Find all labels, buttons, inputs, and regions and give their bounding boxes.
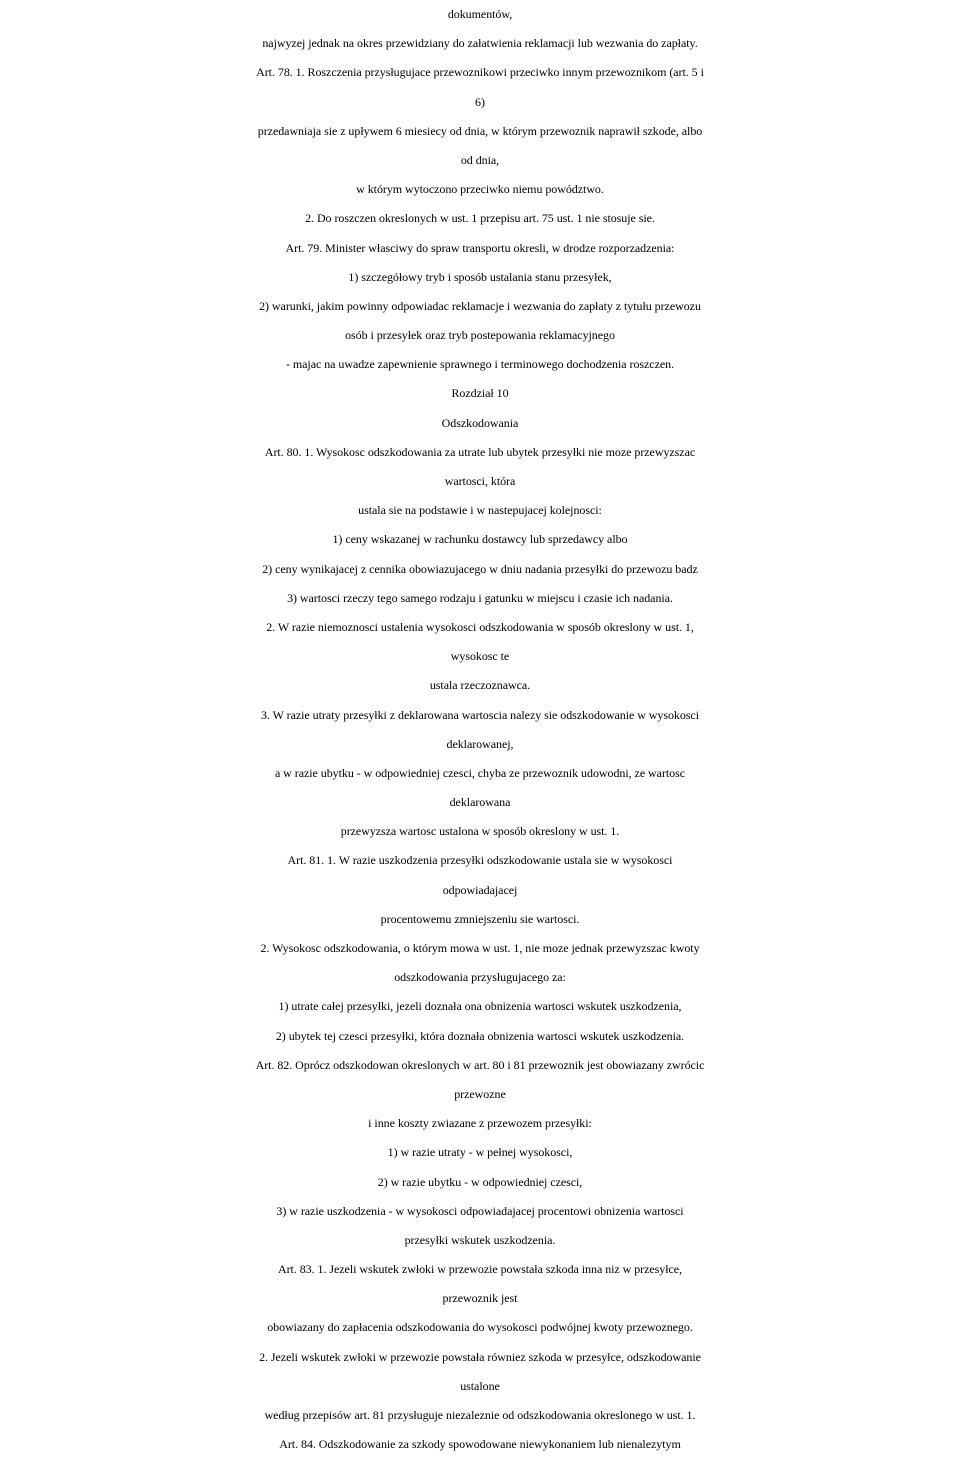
- text-line: odpowiadajacej: [442, 882, 518, 897]
- text-line: ustala sie na podstawie i w nastepujacej kolejnosci:: [358, 503, 602, 518]
- text-line: osób i przesyłek oraz tryb postepowania reklamacyjnego: [345, 328, 615, 343]
- chapter-number: Rozdział 10: [451, 386, 509, 401]
- text-line: 2) ceny wynikajacej z cennika obowiazujacego w dniu nadania przesyłki do przewozu badz: [262, 561, 698, 576]
- text-line: przewyzsza wartosc ustalona w sposób okreslony w ust. 1.: [340, 824, 620, 839]
- article-78-heading: Art. 78. 1. Roszczenia przysługujace przewoznikowi przeciwko innym przewoznikom (art. 5 i: [256, 65, 704, 80]
- article-83-heading: Art. 83. 1. Jezeli wskutek zwłoki w przewozie powstała szkoda inna niz w przesyłce,: [277, 1262, 683, 1277]
- text-line: 1) w razie utraty - w pełnej wysokosci,: [387, 1145, 573, 1160]
- text-line: 1) utrate całej przesyłki, jezeli doznała ona obnizenia wartosci wskutek uszkodzenia,: [278, 999, 682, 1014]
- chapter-title: Odszkodowania: [441, 415, 519, 430]
- text-line: od dnia,: [460, 152, 500, 167]
- text-line: a w razie ubytku - w odpowiedniej czesci, chyba ze przewoznik udowodni, ze wartosc: [274, 765, 686, 780]
- text-line: - majac na uwadze zapewnienie sprawnego i terminowego dochodzenia roszczen.: [285, 357, 675, 372]
- text-line: 2. Jezeli wskutek zwłoki w przewozie powstała równiez szkoda w przesyłce, odszkodowanie: [259, 1349, 701, 1364]
- text-line: 3. W razie utraty przesyłki z deklarowana wartoscia nalezy sie odszkodowanie w wysokosci: [260, 707, 699, 722]
- text-line: przewoznik jest: [442, 1291, 518, 1306]
- text-line: ustalone: [460, 1378, 500, 1393]
- text-line: 2) warunki, jakim powinny odpowiadac reklamacje i wezwania do zapłaty z tytułu przewozu: [259, 298, 701, 313]
- text-line: 2. Do roszczen okreslonych w ust. 1 przepisu art. 75 ust. 1 nie stosuje sie.: [305, 211, 655, 226]
- text-line: 1) ceny wskazanej w rachunku dostawcy lub sprzedawcy albo: [332, 532, 628, 547]
- article-79-heading: Art. 79. Minister własciwy do spraw transportu okresli, w drodze rozporzadzenia:: [285, 240, 675, 255]
- text-line: dokumentów,: [447, 7, 513, 21]
- text-line: i inne koszty zwiazane z przewozem przesyłki:: [368, 1116, 592, 1131]
- text-line: wartosci, która: [444, 474, 516, 488]
- text-line: ustala rzeczoznawca.: [429, 678, 531, 693]
- text-line: przesyłki wskutek uszkodzenia.: [404, 1232, 556, 1247]
- text-line: 1) szczegółowy tryb i sposób ustalania stanu przesyłek,: [348, 269, 612, 284]
- text-line: 2) ubytek tej czesci przesyłki, która doznała obnizenia wartosci wskutek uszkodzenia.: [275, 1028, 685, 1043]
- article-81-heading: Art. 81. 1. W razie uszkodzenia przesyłki odszkodowanie ustala sie w wysokosci: [287, 853, 673, 868]
- text-line: najwyzej jednak na okres przewidziany do załatwienia reklamacji lub wezwania do zapłaty.: [262, 36, 698, 51]
- article-82-heading: Art. 82. Oprócz odszkodowan okreslonych w art. 80 i 81 przewoznik jest obowiazany zwrócic: [255, 1057, 705, 1072]
- text-line: przedawniaja sie z upływem 6 miesiecy od dnia, w którym przewoznik naprawił szkode, albo: [257, 123, 703, 138]
- text-line: 3) w razie uszkodzenia - w wysokosci odpowiadajacej procentowi obnizenia wartosci: [276, 1203, 684, 1218]
- text-line: według przepisów art. 81 przysługuje niezaleznie od odszkodowania okreslonego w ust. 1.: [264, 1408, 696, 1422]
- text-line: 3) wartosci rzeczy tego samego rodzaju i gatunku w miejscu i czasie ich nadania.: [287, 590, 673, 605]
- text-line: deklarowanej,: [446, 736, 514, 751]
- text-line: wysokosc te: [450, 649, 510, 664]
- text-line: obowiazany do zapłacenia odszkodowania do wysokosci podwójnej kwoty przewoznego.: [267, 1320, 693, 1335]
- text-line: odszkodowania przysługujacego za:: [394, 970, 566, 985]
- text-line: 2) w razie ubytku - w odpowiedniej czesci,: [377, 1174, 583, 1189]
- text-line: 2. W razie niemoznosci ustalenia wysokosci odszkodowania w sposób okreslony w ust. 1,: [266, 619, 694, 634]
- text-line: deklarowana: [449, 795, 511, 810]
- text-line: procentowemu zmniejszeniu sie wartosci.: [380, 911, 580, 926]
- text-line: 6): [475, 94, 485, 109]
- text-line: w którym wytoczono przeciwko niemu powództwo.: [356, 182, 604, 197]
- text-line: przewozne: [454, 1086, 506, 1101]
- article-84-heading: Art. 84. Odszkodowanie za szkody spowodowane niewykonaniem lub nienalezytym: [279, 1437, 681, 1452]
- text-line: 2. Wysokosc odszkodowania, o którym mowa w ust. 1, nie moze jednak przewyzszac kwoty: [260, 941, 700, 955]
- article-80-heading: Art. 80. 1. Wysokosc odszkodowania za utrate lub ubytek przesyłki nie moze przewyzszac: [264, 444, 696, 459]
